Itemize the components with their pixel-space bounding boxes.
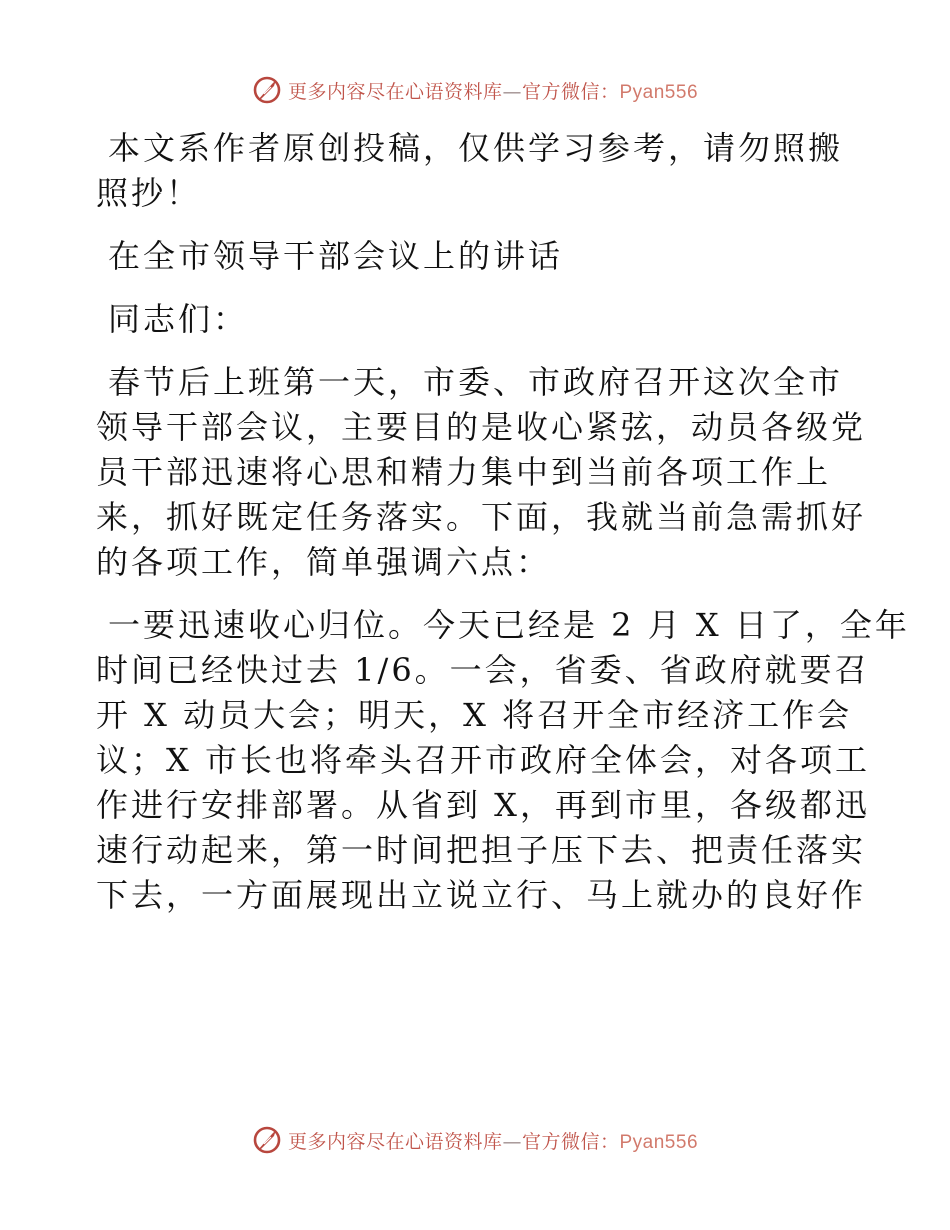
salutation: 同志们： bbox=[108, 300, 249, 338]
intro-paragraph: 春节后上班第一天，市委、市政府召开这次全市 领导干部会议，主要目的是收心紧弦，动员各级党 员干部迅速将心思和精力集中到当前各项工作上 来，抓好既定任务落实。下面，我就当前急需抓好 的各项工作，简单强调六点： bbox=[96, 363, 867, 581]
watermark-text: 更多内容尽在心语资料库—官方微信：Pyan556 bbox=[287, 80, 699, 103]
point-one-paragraph: 一要迅速收心归位。今天已经是 2 月 X 日了，全年 时间已经快过去 1/6。一会，省委、省政府就要召 开 X 动员大会；明天，X 将召开全市经济工作会 议；X 市长也将牵头召开市政府全体会，对各项工 作进行安排部署。从省到 X，再到市里，各级都迅 速行动起来，第一时间把担子压下去、把责任落实 下去，一方面展现出立说立行、马上就办的良好作 bbox=[96, 606, 910, 914]
quill-logo-icon bbox=[252, 75, 282, 105]
speech-title: 在全市领导干部会议上的讲话 bbox=[108, 237, 564, 275]
quill-logo-icon bbox=[252, 1125, 282, 1155]
copyright-notice: 本文系作者原创投稿，仅供学习参考，请勿照搬 照抄！ bbox=[96, 129, 844, 212]
watermark-header bbox=[0, 72, 950, 108]
watermark-text: 更多内容尽在心语资料库—官方微信：Pyan556 bbox=[287, 1130, 699, 1153]
watermark-footer bbox=[0, 1122, 950, 1158]
document-body bbox=[96, 126, 910, 936]
